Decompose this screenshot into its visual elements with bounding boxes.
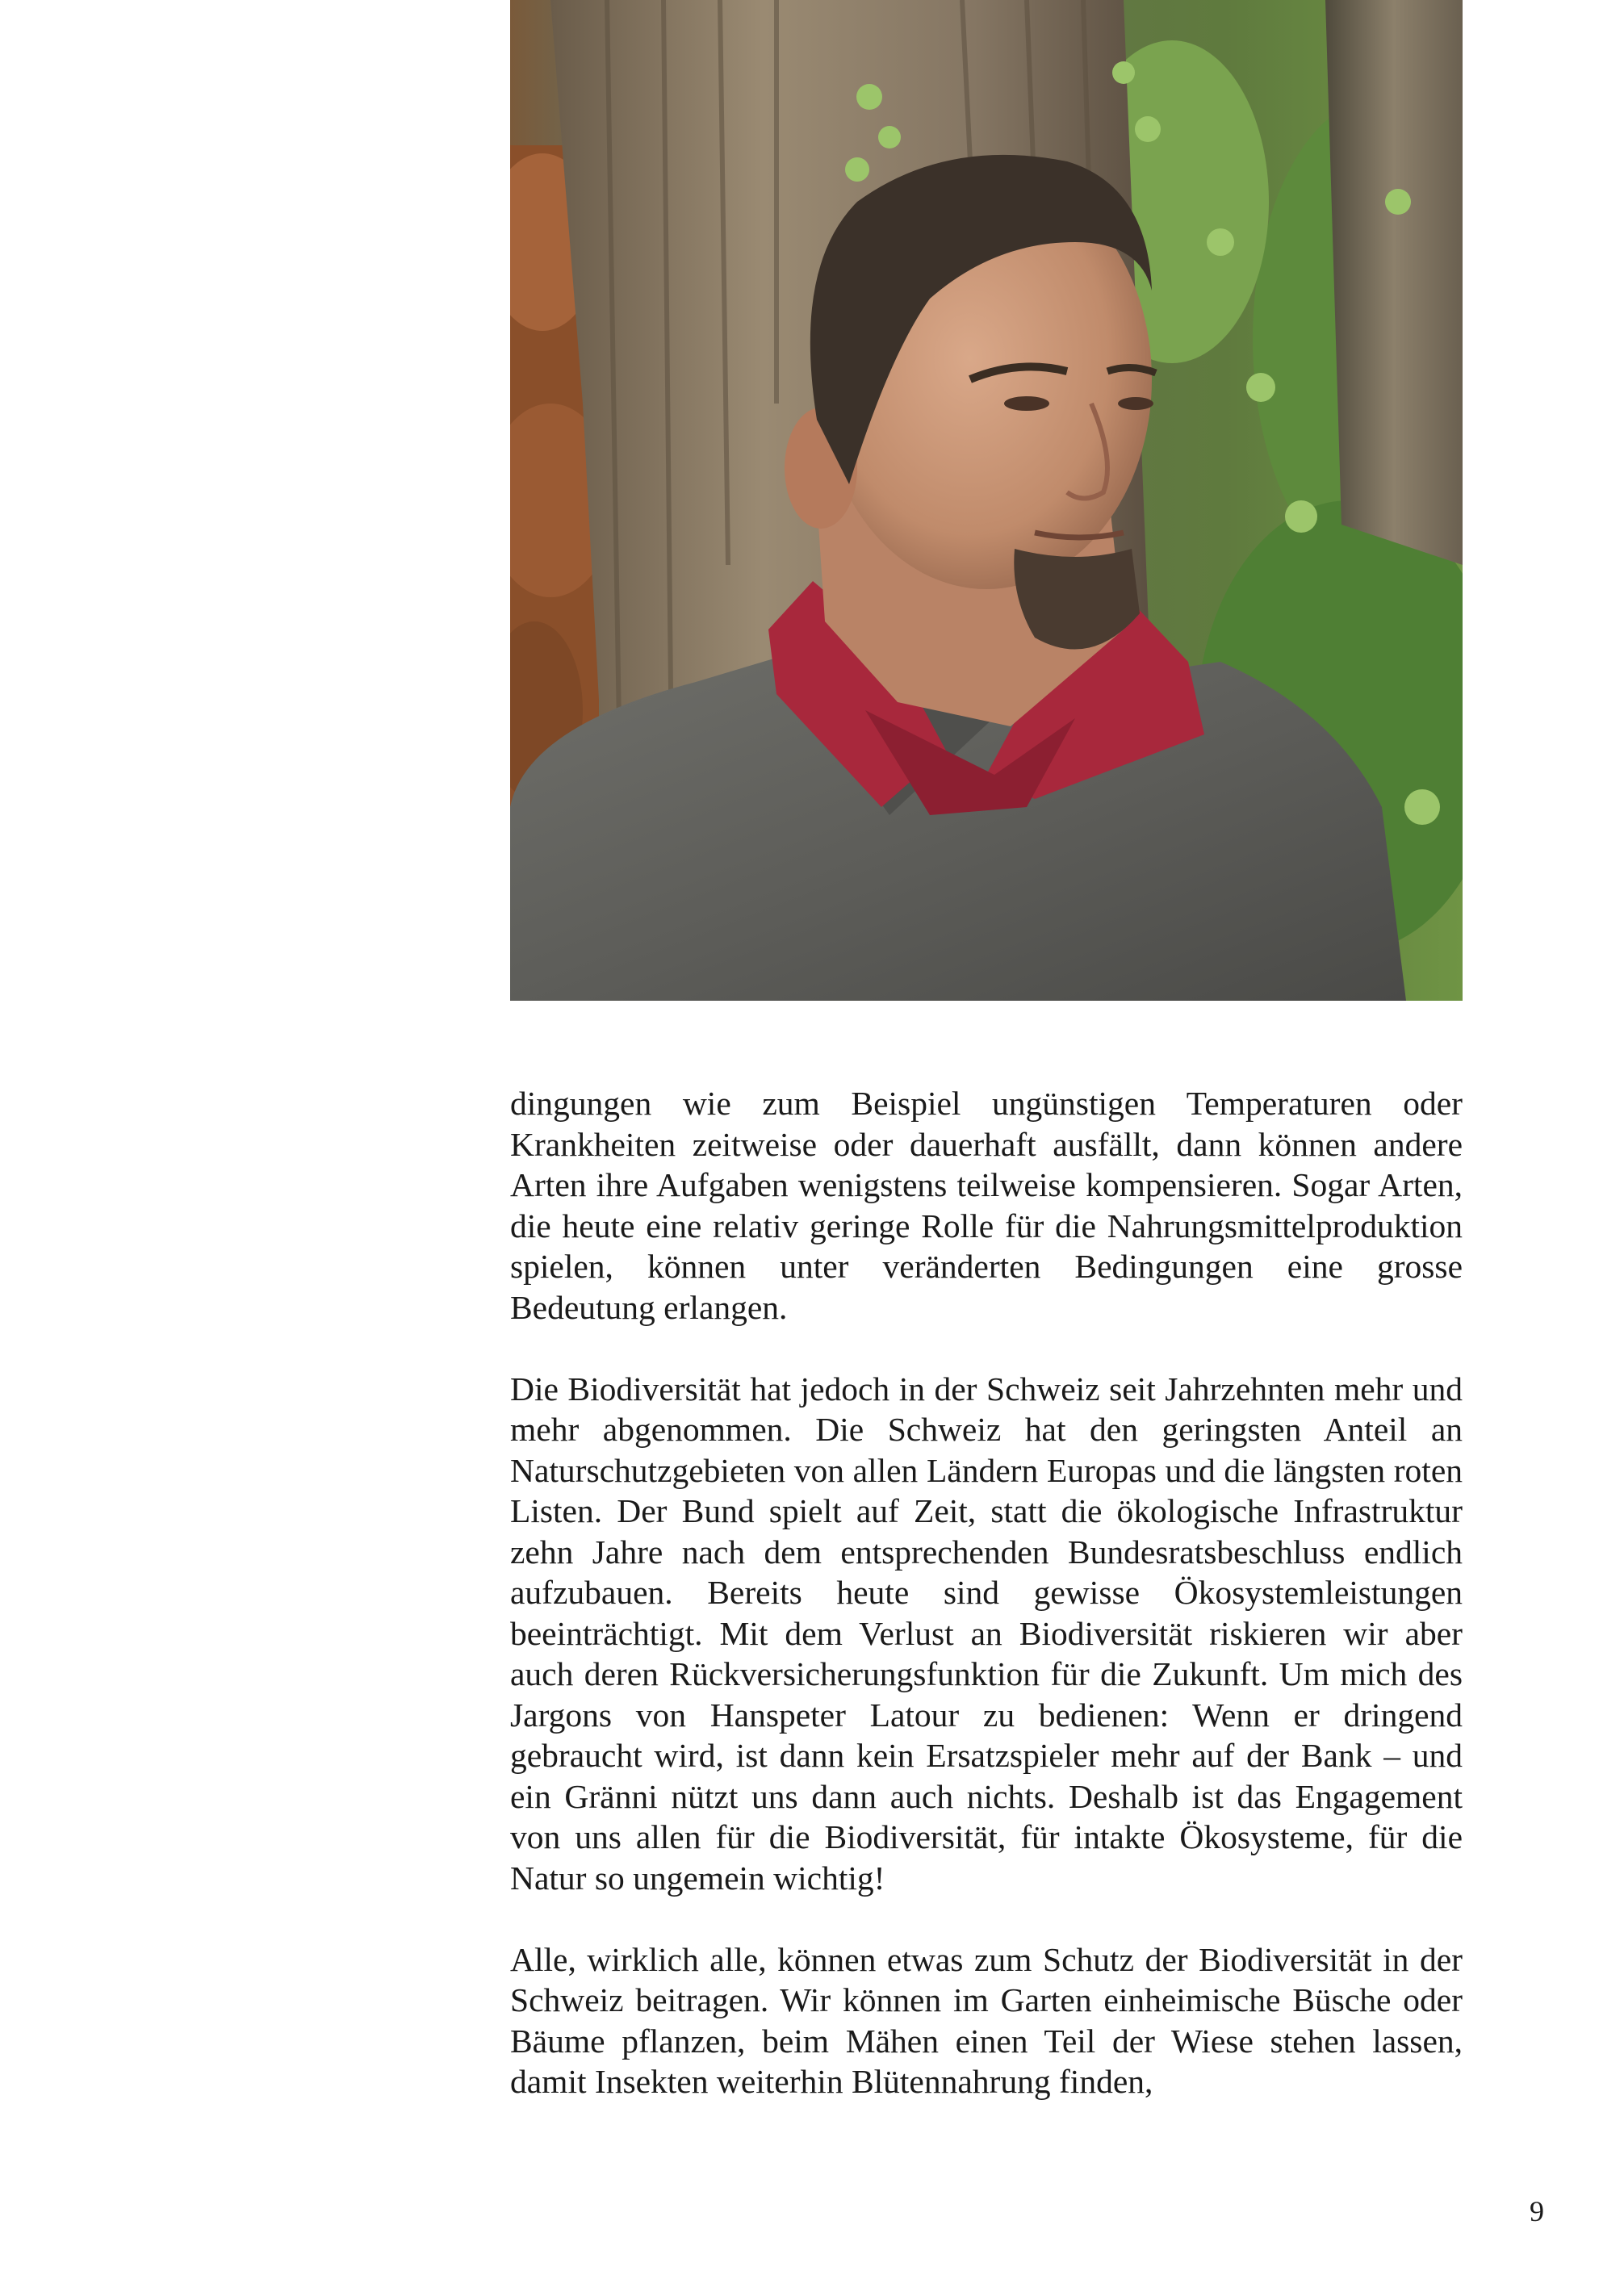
paragraph: Alle, wirklich alle, können etwas zum Schutz der Biodiversität in der Schweiz beitragen. Wir können im Garten einheimische Büsche oder Bäume pflanzen, beim Mähen einen Teil der Wiese stehen lassen, damit Insekten weiterhin Blütennahrung finden, — [510, 1940, 1463, 2100]
body-text — [510, 1083, 1463, 2102]
portrait-photo — [510, 0, 1463, 1001]
page-number: 9 — [1530, 2195, 1544, 2227]
paragraph: Die Biodiversität hat jedoch in der Schweiz seit Jahrzehnten mehr und mehr abgenommen. Die Schweiz hat den geringsten Anteil an Naturschutzgebieten von allen Ländern Europas und die längsten roten Listen. Der Bund spielt auf Zeit, statt die ökologische Infrastruktur zehn Jahre nach dem entsprechenden Bundesratsbeschluss endlich aufzubauen. Bereits heute sind gewisse Ökosystemleistungen beeinträchtigt. Mit dem Verlust an Biodiversität riskieren wir aber auch deren Rückversicherungsfunktion für die Zukunft. Um mich des Jargons von Hanspeter Latour zu bedienen: Wenn er dringend gebraucht wird, ist dann kein Ersatzspieler mehr auf der Bank – und ein Gränni nützt uns dann auch nichts. Deshalb ist das Engagement von uns allen für die Biodiversität, für intakte Ökosysteme, für die Natur so ungemein wichtig! — [510, 1370, 1463, 1897]
paragraph: dingungen wie zum Beispiel ungünstigen Temperaturen oder Krankheiten zeitweise oder dauerhaft ausfällt, dann können andere Arten ihre Aufgaben wenigstens teilweise kompensieren. Sogar Arten, die heute eine relativ geringe Rolle für die Nahrungsmittelproduktion spielen, können unter veränderten Bedingungen eine grosse Bedeutung erlangen. — [510, 1085, 1463, 1326]
